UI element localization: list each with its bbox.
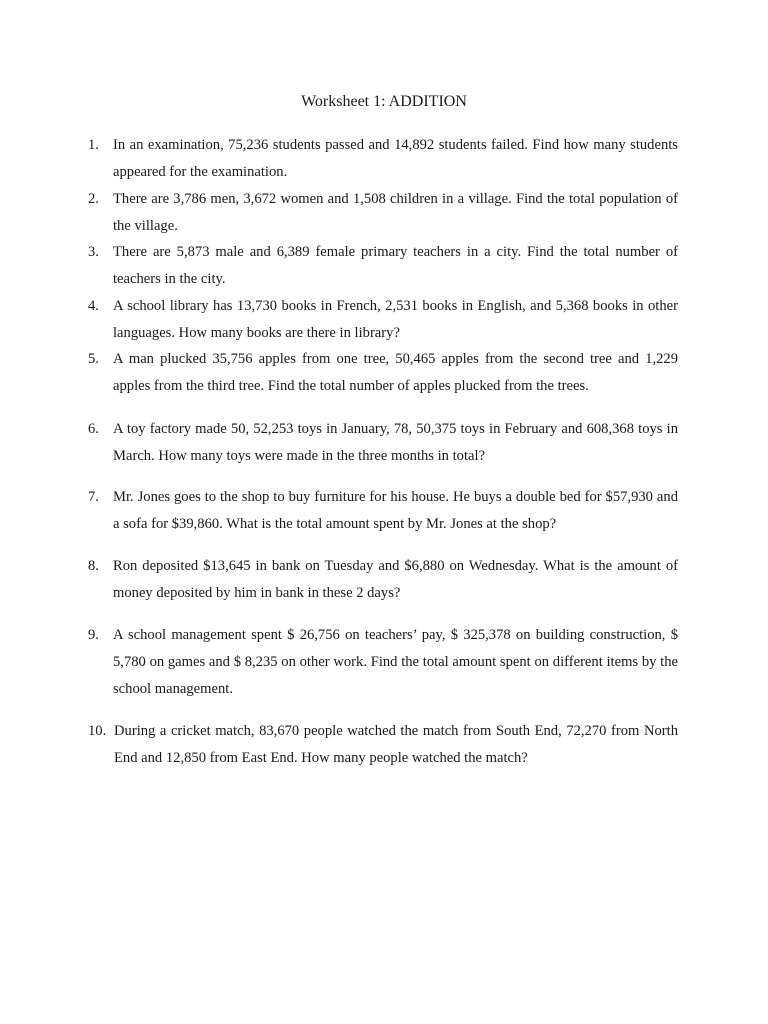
question-item [88,293,678,347]
question-item [88,622,678,702]
question-number: 7. [88,489,99,505]
question-text: Ron deposited $13,645 in bank on Tuesday and $6,880 on Wednesday. What is the amount of money deposited by him in bank in these 2 days? [113,558,678,601]
question-number: 6. [88,421,99,437]
question-text: A school management spent $ 26,756 on teachers’ pay, $ 325,378 on building construction, $ 5,780 on games and $ 8,235 on other work. Find the total amount spent on different items by the school management. [113,627,678,697]
question-item [88,186,678,240]
question-item [88,346,678,400]
question-number: 10. [88,723,107,739]
question-item [88,484,678,538]
question-number: 2. [88,191,99,207]
question-text: There are 5,873 male and 6,389 female primary teachers in a city. Find the total number of teachers in the city. [113,244,678,287]
question-number: 5. [88,351,99,367]
question-number: 4. [88,298,99,314]
question-number: 3. [88,244,99,260]
question-number: 9. [88,627,99,643]
question-text: A school library has 13,730 books in French, 2,531 books in English, and 5,368 books in other languages. How many books are there in library? [113,298,678,341]
question-text: In an examination, 75,236 students passed and 14,892 students failed. Find how many students appeared for the examination. [113,137,678,180]
worksheet-title: Worksheet 1: ADDITION [301,93,467,110]
question-number: 1. [88,137,99,153]
question-text: A man plucked 35,756 apples from one tree, 50,465 apples from the second tree and 1,229 apples from the third tree. Find the total number of apples plucked from the trees. [113,351,678,394]
question-text: During a cricket match, 83,670 people watched the match from South End, 72,270 from North End and 12,850 from East End. How many people watched the match? [114,723,678,766]
question-text: There are 3,786 men, 3,672 women and 1,508 children in a village. Find the total population of the village. [113,191,678,234]
question-number: 8. [88,558,99,574]
question-text: A toy factory made 50, 52,253 toys in January, 78, 50,375 toys in February and 608,368 toys in March. How many toys were made in the three months in total? [113,421,678,464]
question-item [88,132,678,186]
question-item [88,553,678,607]
question-item [88,416,678,470]
question-item [88,239,678,293]
question-text: Mr. Jones goes to the shop to buy furniture for his house. He buys a double bed for $57,930 and a sofa for $39,860. What is the total amount spent by Mr. Jones at the shop? [113,489,678,532]
question-item [88,718,678,772]
